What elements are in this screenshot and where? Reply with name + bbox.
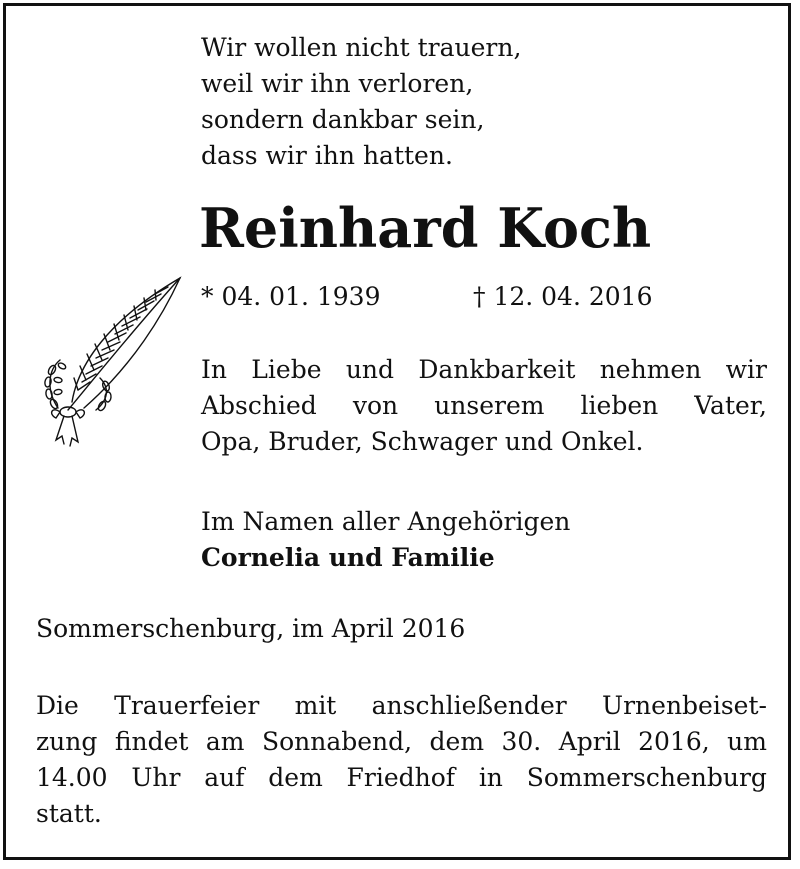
word: dem — [268, 763, 323, 792]
place-date: Sommerschenburg, im April 2016 — [36, 614, 466, 643]
word: Sommerschenburg — [526, 763, 767, 792]
word: lieben — [580, 391, 659, 420]
signature-block — [201, 504, 570, 576]
message-line — [201, 388, 767, 424]
word: zung — [36, 727, 98, 756]
word: wir — [725, 355, 767, 384]
word: Urnenbeiset- — [602, 691, 767, 720]
birth-date: * 04. 01. 1939 — [201, 282, 381, 311]
feather-wreath-icon — [38, 270, 188, 450]
signature-intro: Im Namen aller Angehörigen — [201, 507, 571, 536]
message-line-text: Opa, Bruder, Schwager und Onkel. — [201, 427, 644, 456]
funeral-line — [36, 724, 767, 760]
word: Vater, — [694, 391, 767, 420]
poem-line: Wir wollen nicht trauern, — [201, 33, 522, 62]
message-line — [201, 352, 767, 388]
word: unserem — [434, 391, 545, 420]
word: In — [201, 355, 227, 384]
word: findet — [114, 727, 189, 756]
word: 14.00 — [36, 763, 108, 792]
word: nehmen — [599, 355, 702, 384]
poem — [201, 30, 521, 174]
funeral-line — [36, 760, 767, 796]
word: April — [558, 727, 621, 756]
word: anschließender — [371, 691, 567, 720]
word: dem — [429, 727, 485, 756]
word: Dankbarkeit — [418, 355, 576, 384]
word: Trauerfeier — [114, 691, 260, 720]
word: statt. — [36, 799, 102, 828]
funeral-line — [36, 688, 767, 724]
poem-line: dass wir ihn hatten. — [201, 141, 453, 170]
death-date: † 12. 04. 2016 — [473, 282, 653, 311]
word: und — [345, 355, 395, 384]
word: um — [727, 727, 767, 756]
word: in — [478, 763, 503, 792]
word: 30. — [501, 727, 542, 756]
word: Liebe — [251, 355, 322, 384]
message-line — [201, 424, 767, 460]
poem-line: sondern dankbar sein, — [201, 105, 485, 134]
word: mit — [294, 691, 337, 720]
word: Friedhof — [346, 763, 456, 792]
word: 2016, — [638, 727, 710, 756]
word: am — [205, 727, 245, 756]
condolence-message — [201, 352, 767, 460]
word: Uhr — [131, 763, 181, 792]
word: von — [352, 391, 399, 420]
word: Sonnabend, — [261, 727, 413, 756]
word: Die — [36, 691, 79, 720]
word: auf — [204, 763, 245, 792]
funeral-notice — [36, 688, 767, 832]
poem-line: weil wir ihn verloren, — [201, 69, 474, 98]
signature-signer: Cornelia und Familie — [201, 543, 495, 572]
deceased-name: Reinhard Koch — [199, 196, 652, 260]
word: Abschied — [201, 391, 317, 420]
funeral-line — [36, 796, 767, 832]
